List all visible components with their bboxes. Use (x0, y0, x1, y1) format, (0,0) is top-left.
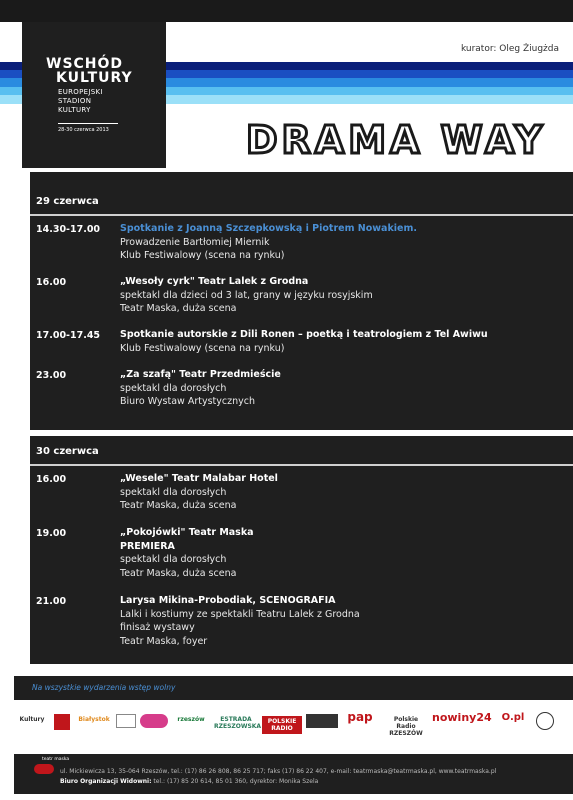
logo-subtitle (58, 88, 103, 115)
logo-title-line1: WSCHÓD (46, 56, 124, 72)
event-title: Larysa Mikina-Probodiak, SCENOGRAFIA (120, 595, 336, 606)
sponsor-logo-icon (116, 714, 136, 728)
divider (30, 214, 573, 216)
event-detail: Teatr Maska, duża scena (120, 500, 237, 511)
contact-bar (14, 754, 573, 794)
event-detail: Teatr Maska, duża scena (120, 567, 237, 579)
premiere-label: PREMIERA (120, 540, 175, 552)
event-item (120, 472, 278, 513)
sponsor-logo: nowiny24 (432, 711, 492, 724)
schedule-day-2 (30, 436, 573, 664)
theatre-logo-icon (34, 764, 54, 774)
day-label: 30 czerwca (36, 446, 99, 457)
event-title: „Wesele" Teatr Malabar Hotel (120, 473, 278, 484)
free-entry-bar (14, 676, 573, 700)
event-title: „Za szafą" Teatr Przedmieście (120, 369, 281, 380)
event-item (120, 222, 417, 263)
sponsor-logo: pap (347, 710, 373, 724)
sponsor-logo: rzeszów (177, 716, 205, 723)
office-info: tel.: (17) 85 20 614, 85 01 360, dyrektor: Monika Szela (153, 778, 319, 785)
event-detail: spektakl dla dorosłych (120, 486, 227, 498)
event-detail: spektakl dla dzieci od 3 lat, grany w języku rosyjskim (120, 289, 373, 301)
event-detail: Teatr Maska, foyer (120, 635, 208, 647)
crest-icon (54, 714, 70, 730)
sponsor-logo: Białystok (78, 716, 110, 723)
event-detail: Prowadzenie Bartłomiej Miernik (120, 236, 270, 248)
event-detail: spektakl dla dorosłych (120, 554, 227, 565)
schedule-day-1 (30, 172, 573, 430)
event-time: 16.00 (36, 474, 67, 485)
event-detail: Klub Festiwalowy (scena na rynku) (120, 250, 285, 261)
logo-sub-line: STADION (58, 97, 92, 105)
logo-title-line2: KULTURY (56, 70, 133, 86)
event-time: 14.30-17.00 (36, 224, 101, 235)
sponsor-logo: Kultury (19, 716, 45, 723)
event-detail: finisaż wystawy (120, 622, 195, 633)
theatre-name: teatr maska (42, 757, 70, 762)
event-detail: spektakl dla dorosłych (120, 382, 227, 394)
event-time: 16.00 (36, 277, 67, 288)
event-item (120, 526, 254, 580)
logo-divider (58, 123, 118, 124)
event-item (120, 594, 360, 648)
festival-logo (22, 22, 166, 168)
event-title: „Wesoły cyrk" Teatr Lalek z Grodna (120, 276, 309, 287)
sponsor-logo: O.pl (501, 712, 525, 723)
logo-sub-line: KULTURY (58, 106, 91, 114)
event-time: 23.00 (36, 370, 67, 381)
event-title[interactable]: Spotkanie z Joanną Szczepkowską i Piotrem Nowakiem. (120, 223, 417, 234)
office-label: Biuro Organizacji Widowni: (60, 778, 152, 785)
event-time: 19.00 (36, 528, 67, 539)
sponsor-logo: POLSKIE RADIO (262, 716, 302, 734)
event-detail: Teatr Maska, duża scena (120, 303, 237, 314)
event-title: „Pokojówki" Teatr Maska (120, 527, 254, 538)
office-contact (60, 778, 318, 785)
top-bar (0, 0, 573, 22)
event-item (120, 368, 281, 409)
logo-sub-line: EUROPEJSKI (58, 88, 103, 96)
page-title: DRAMA WAY (246, 118, 547, 162)
event-time: 17.00-17.45 (36, 330, 101, 341)
theatre-address: ul. Mickiewicza 13, 35-064 Rzeszów, tel.: (17) 86 26 808, 86 25 717; faks (17) 86 22 407, e-mail: teatrmaska@teatrmaska.pl, www.teatrmaska.pl (60, 768, 497, 775)
sponsor-logo: Polskie Radio RZESZÓW (389, 716, 423, 737)
sponsor-logo-icon (536, 712, 554, 730)
event-detail: Biuro Wystaw Artystycznych (120, 396, 255, 407)
event-item (120, 328, 488, 355)
logo-title (46, 57, 133, 85)
logo-date: 28-30 czerwca 2013 (58, 127, 109, 133)
event-detail: Lalki i kostiumy ze spektakli Teatru Lalek z Grodna (120, 608, 360, 620)
day-label: 29 czerwca (36, 196, 99, 207)
event-item (120, 275, 373, 316)
sponsor-logo-icon (306, 714, 338, 728)
event-title: Spotkanie autorskie z Dili Ronen – poetką i teatrologiem z Tel Awiwu (120, 329, 488, 340)
sponsor-logos (0, 706, 573, 744)
free-entry-text: Na wszystkie wydarzenia wstęp wolny (32, 683, 176, 692)
sponsor-logo: ESTRADA RZESZOWSKA (214, 716, 262, 730)
sponsor-logo-icon (140, 714, 168, 728)
divider (30, 464, 573, 466)
event-time: 21.00 (36, 596, 67, 607)
curator-text: kurator: Oleg Żiugżda (460, 44, 559, 54)
event-detail: Klub Festiwalowy (scena na rynku) (120, 342, 285, 354)
